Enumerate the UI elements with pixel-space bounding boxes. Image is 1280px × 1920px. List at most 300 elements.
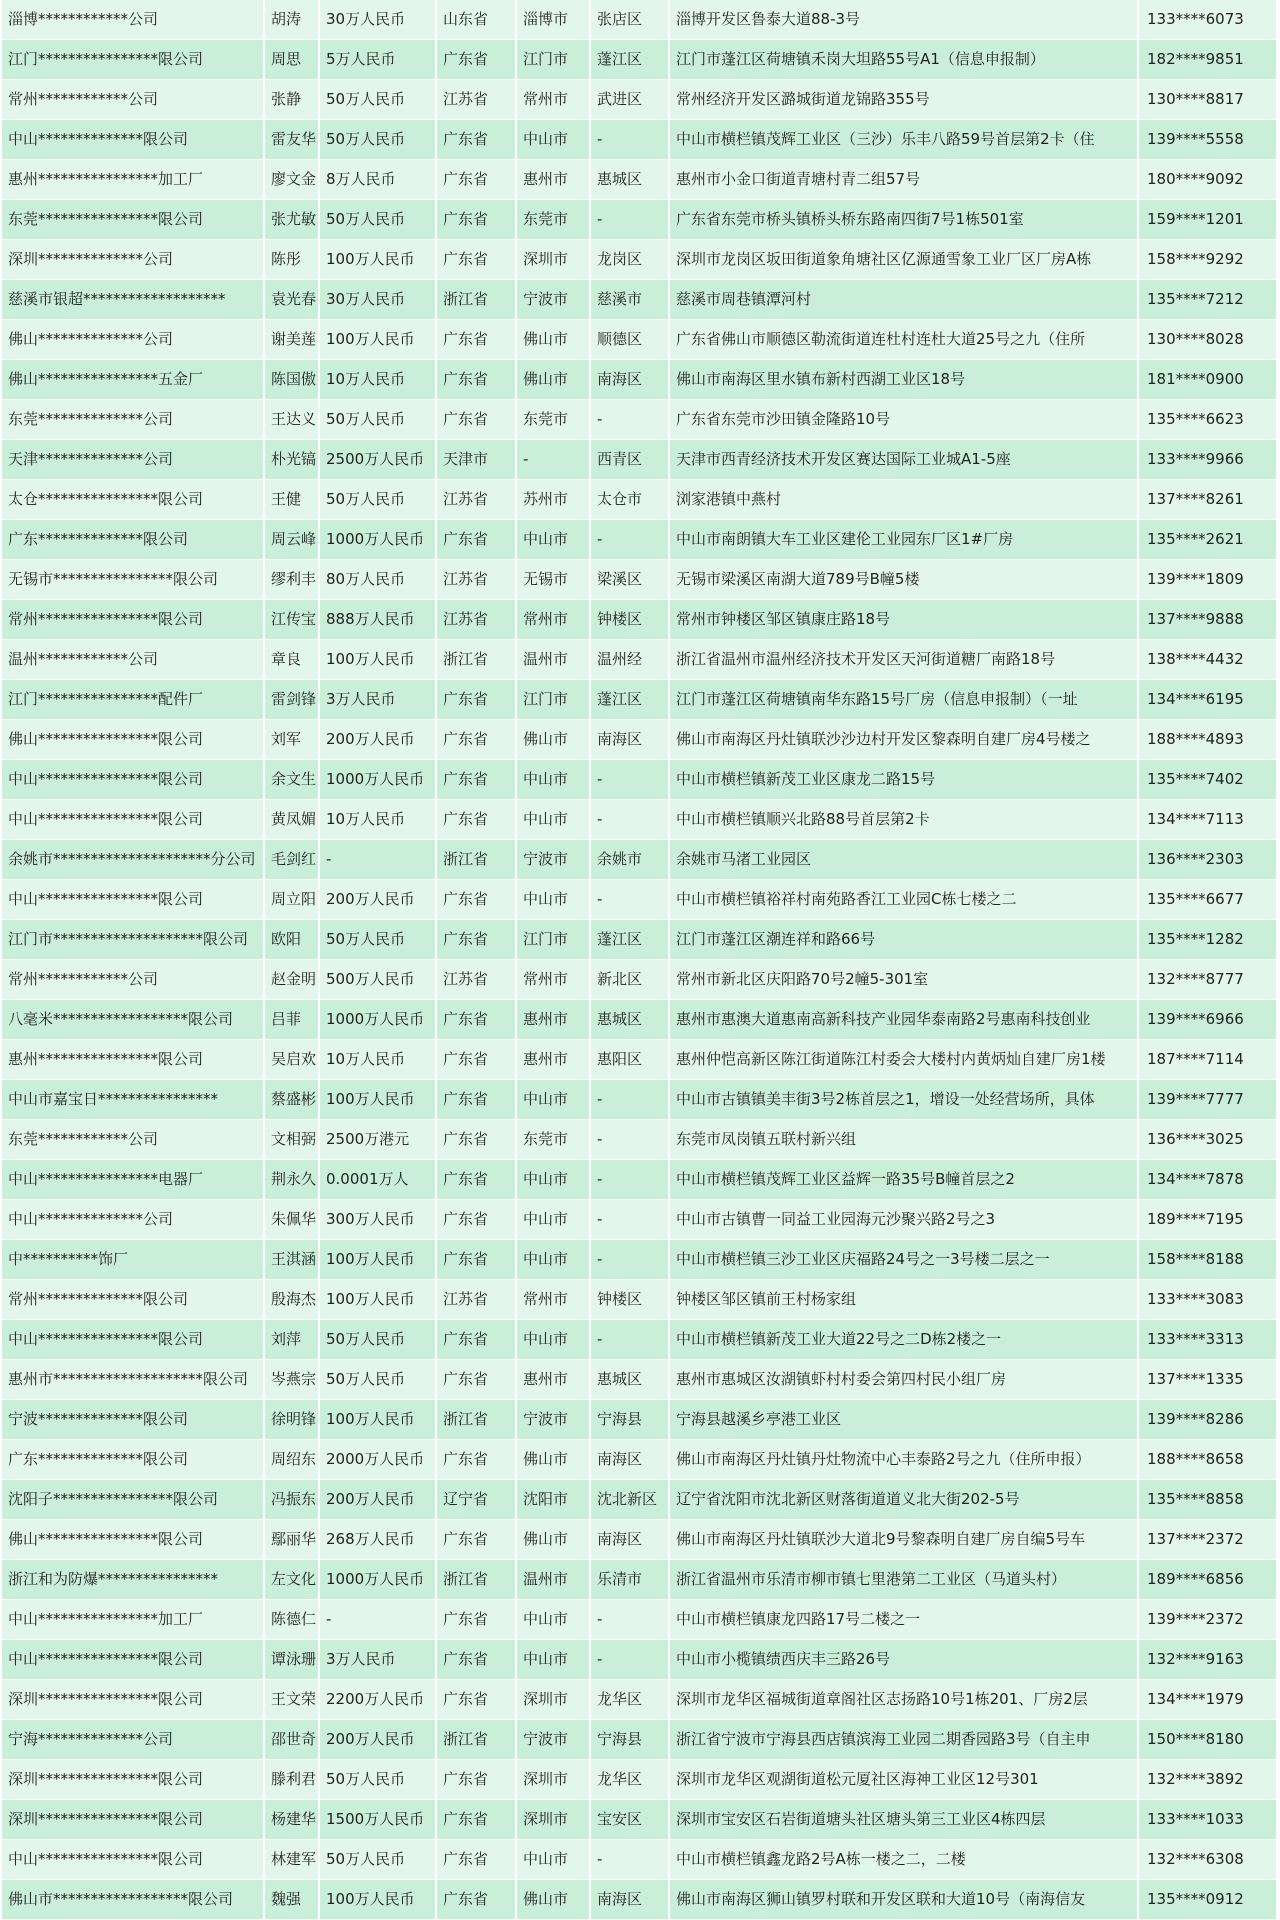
table-row (2, 80, 1278, 120)
company-name-cell: 江门****************配件厂 (2, 680, 265, 720)
registered-capital-cell: 50万人民币 (320, 1760, 437, 1800)
table-row (2, 200, 1278, 240)
table-row (2, 520, 1278, 560)
table-row (2, 1800, 1278, 1840)
city-cell: 江门市 (517, 920, 591, 960)
company-name-cell: 江门市********************限公司 (2, 920, 265, 960)
legal-person-cell: 黄凤媚 (265, 800, 320, 840)
table-row (2, 1760, 1278, 1800)
address-cell: 中山市横栏镇茂辉工业区益辉一路35号B幢首层之2 (670, 1160, 1139, 1200)
legal-person-cell: 胡涛 (265, 0, 320, 40)
table-row (2, 1240, 1278, 1280)
city-cell: 中山市 (517, 880, 591, 920)
company-name-cell: 佛山**************公司 (2, 320, 265, 360)
legal-person-cell: 张静 (265, 80, 320, 120)
district-cell: 宝安区 (591, 1800, 670, 1840)
company-name-cell: 中山****************加工厂 (2, 1600, 265, 1640)
legal-person-cell: 欧阳 (265, 920, 320, 960)
phone-cell: 135****6623 (1139, 400, 1278, 440)
phone-cell: 137****9888 (1139, 600, 1278, 640)
company-name-cell: 宁海**************公司 (2, 1720, 265, 1760)
address-cell: 中山市横栏镇康龙四路17号二楼之一 (670, 1600, 1139, 1640)
district-cell: - (591, 1240, 670, 1280)
address-cell: 钟楼区邹区镇前王村杨家组 (670, 1280, 1139, 1320)
province-cell: 江苏省 (437, 80, 517, 120)
phone-cell: 187****7114 (1139, 1040, 1278, 1080)
district-cell: 沈北新区 (591, 1480, 670, 1520)
phone-cell: 139****1809 (1139, 560, 1278, 600)
address-cell: 深圳市龙岗区坂田街道象角塘社区亿源通雪象工业厂区厂房A栋 (670, 240, 1139, 280)
table-row (2, 400, 1278, 440)
phone-cell: 130****8028 (1139, 320, 1278, 360)
table-row (2, 920, 1278, 960)
address-cell: 深圳市龙华区福城街道章阁社区志扬路10号1栋201、厂房2层 (670, 1680, 1139, 1720)
company-name-cell: 惠州市********************限公司 (2, 1360, 265, 1400)
district-cell: 惠城区 (591, 1360, 670, 1400)
registered-capital-cell: 1000万人民币 (320, 520, 437, 560)
table-row (2, 1720, 1278, 1760)
province-cell: 广东省 (437, 1200, 517, 1240)
registered-capital-cell: 50万人民币 (320, 1360, 437, 1400)
company-name-cell: 深圳****************限公司 (2, 1800, 265, 1840)
company-name-cell: 沈阳子****************限公司 (2, 1480, 265, 1520)
city-cell: 深圳市 (517, 1800, 591, 1840)
company-name-cell: 中山****************电器厂 (2, 1160, 265, 1200)
province-cell: 江苏省 (437, 960, 517, 1000)
address-cell: 中山市古镇镇美丰街3号2栋首层之1，增设一处经营场所，具体 (670, 1080, 1139, 1120)
city-cell: 苏州市 (517, 480, 591, 520)
city-cell: 温州市 (517, 640, 591, 680)
city-cell: 无锡市 (517, 560, 591, 600)
address-cell: 天津市西青经济技术开发区赛达国际工业城A1-5座 (670, 440, 1139, 480)
city-cell: 佛山市 (517, 720, 591, 760)
city-cell: 深圳市 (517, 1680, 591, 1720)
table-row (2, 1000, 1278, 1040)
district-cell: 惠城区 (591, 160, 670, 200)
phone-cell: 132****3892 (1139, 1760, 1278, 1800)
phone-cell: 181****0900 (1139, 360, 1278, 400)
table-row (2, 960, 1278, 1000)
company-name-cell: 东莞****************限公司 (2, 200, 265, 240)
legal-person-cell: 荆永久 (265, 1160, 320, 1200)
legal-person-cell: 陈德仁 (265, 1600, 320, 1640)
district-cell: 龙华区 (591, 1680, 670, 1720)
phone-cell: 130****8817 (1139, 80, 1278, 120)
registered-capital-cell: 50万人民币 (320, 920, 437, 960)
city-cell: 沈阳市 (517, 1480, 591, 1520)
district-cell: 慈溪市 (591, 280, 670, 320)
table-row (2, 120, 1278, 160)
district-cell: 南海区 (591, 720, 670, 760)
address-cell: 浙江省温州市温州经济技术开发区天河街道糖厂南路18号 (670, 640, 1139, 680)
province-cell: 天津市 (437, 440, 517, 480)
district-cell: 梁溪区 (591, 560, 670, 600)
registered-capital-cell: 3万人民币 (320, 1640, 437, 1680)
phone-cell: 134****1979 (1139, 1680, 1278, 1720)
registered-capital-cell: 268万人民币 (320, 1520, 437, 1560)
registered-capital-cell: 200万人民币 (320, 720, 437, 760)
legal-person-cell: 刘萍 (265, 1320, 320, 1360)
district-cell: 宁海县 (591, 1400, 670, 1440)
legal-person-cell: 谢美莲 (265, 320, 320, 360)
province-cell: 浙江省 (437, 640, 517, 680)
company-name-cell: 常州**************限公司 (2, 1280, 265, 1320)
province-cell: 广东省 (437, 1040, 517, 1080)
company-name-cell: 东莞**************公司 (2, 400, 265, 440)
company-name-cell: 常州****************限公司 (2, 600, 265, 640)
registered-capital-cell: 50万人民币 (320, 120, 437, 160)
district-cell: 余姚市 (591, 840, 670, 880)
province-cell: 广东省 (437, 360, 517, 400)
phone-cell: 135****2621 (1139, 520, 1278, 560)
company-name-cell: 东莞************公司 (2, 1120, 265, 1160)
city-cell: 江门市 (517, 680, 591, 720)
address-cell: 惠州仲恺高新区陈江街道陈江村委会大楼村内黄炳灿自建厂房1楼 (670, 1040, 1139, 1080)
city-cell: 佛山市 (517, 1880, 591, 1920)
city-cell: 深圳市 (517, 1760, 591, 1800)
table-row (2, 1360, 1278, 1400)
legal-person-cell: 滕利君 (265, 1760, 320, 1800)
province-cell: 广东省 (437, 1800, 517, 1840)
address-cell: 惠州市惠澳大道惠南高新科技产业园华泰南路2号惠南科技创业 (670, 1000, 1139, 1040)
phone-cell: 136****2303 (1139, 840, 1278, 880)
province-cell: 广东省 (437, 880, 517, 920)
company-name-cell: 浙江和为防爆**************** (2, 1560, 265, 1600)
province-cell: 浙江省 (437, 1400, 517, 1440)
legal-person-cell: 章良 (265, 640, 320, 680)
company-name-cell: 深圳**************公司 (2, 240, 265, 280)
company-name-cell: 太仓****************限公司 (2, 480, 265, 520)
table-row (2, 40, 1278, 80)
table-row (2, 1480, 1278, 1520)
address-cell: 佛山市南海区丹灶镇联沙大道北9号黎森明自建厂房自编5号车 (670, 1520, 1139, 1560)
address-cell: 深圳市龙华区观湖街道松元厦社区海神工业区12号301 (670, 1760, 1139, 1800)
phone-cell: 139****5558 (1139, 120, 1278, 160)
district-cell: - (591, 400, 670, 440)
company-name-cell: 常州************公司 (2, 960, 265, 1000)
address-cell: 中山市南朗镇大车工业区建伦工业园东厂区1#厂房 (670, 520, 1139, 560)
company-name-cell: 江门****************限公司 (2, 40, 265, 80)
address-cell: 东莞市凤岗镇五联村新兴组 (670, 1120, 1139, 1160)
district-cell: - (591, 1160, 670, 1200)
city-cell: 佛山市 (517, 360, 591, 400)
legal-person-cell: 吴启欢 (265, 1040, 320, 1080)
phone-cell: 133****1033 (1139, 1800, 1278, 1840)
legal-person-cell: 赵金明 (265, 960, 320, 1000)
district-cell: - (591, 520, 670, 560)
company-name-cell: 天津**************公司 (2, 440, 265, 480)
address-cell: 中山市横栏镇茂辉工业区（三沙）乐丰八路59号首层第2卡（住 (670, 120, 1139, 160)
phone-cell: 132****8777 (1139, 960, 1278, 1000)
registered-capital-cell: 50万人民币 (320, 200, 437, 240)
address-cell: 惠州市惠城区汝湖镇虾村村委会第四村民小组厂房 (670, 1360, 1139, 1400)
registered-capital-cell: 8万人民币 (320, 160, 437, 200)
legal-person-cell: 蔡盛彬 (265, 1080, 320, 1120)
phone-cell: 158****9292 (1139, 240, 1278, 280)
company-name-cell: 八毫米******************限公司 (2, 1000, 265, 1040)
address-cell: 中山市横栏镇新茂工业大道22号之二D栋2楼之一 (670, 1320, 1139, 1360)
address-cell: 常州市钟楼区邹区镇康庄路18号 (670, 600, 1139, 640)
phone-cell: 189****7195 (1139, 1200, 1278, 1240)
province-cell: 广东省 (437, 1080, 517, 1120)
phone-cell: 135****7402 (1139, 760, 1278, 800)
province-cell: 广东省 (437, 1880, 517, 1920)
registered-capital-cell: 100万人民币 (320, 1400, 437, 1440)
district-cell: - (591, 760, 670, 800)
province-cell: 广东省 (437, 1440, 517, 1480)
province-cell: 广东省 (437, 1000, 517, 1040)
company-name-cell: 温州************公司 (2, 640, 265, 680)
address-cell: 余姚市马渚工业园区 (670, 840, 1139, 880)
legal-person-cell: 周立阳 (265, 880, 320, 920)
province-cell: 广东省 (437, 240, 517, 280)
city-cell: 常州市 (517, 600, 591, 640)
table-row (2, 880, 1278, 920)
phone-cell: 133****9966 (1139, 440, 1278, 480)
province-cell: 浙江省 (437, 840, 517, 880)
company-name-cell: 中**********饰厂 (2, 1240, 265, 1280)
province-cell: 山东省 (437, 0, 517, 40)
legal-person-cell: 文相弼 (265, 1120, 320, 1160)
table-row (2, 1640, 1278, 1680)
company-name-cell: 中山****************限公司 (2, 1840, 265, 1880)
district-cell: - (591, 120, 670, 160)
province-cell: 江苏省 (437, 600, 517, 640)
address-cell: 深圳市宝安区石岩街道塘头社区塘头第三工业区4栋四层 (670, 1800, 1139, 1840)
district-cell: 新北区 (591, 960, 670, 1000)
district-cell: - (591, 1200, 670, 1240)
registered-capital-cell: 300万人民币 (320, 1200, 437, 1240)
province-cell: 广东省 (437, 1120, 517, 1160)
company-name-cell: 中山****************限公司 (2, 1320, 265, 1360)
district-cell: 西青区 (591, 440, 670, 480)
city-cell: 佛山市 (517, 1440, 591, 1480)
address-cell: 无锡市梁溪区南湖大道789号B幢5楼 (670, 560, 1139, 600)
table-row (2, 1080, 1278, 1120)
city-cell: 宁波市 (517, 280, 591, 320)
company-name-cell: 中山****************限公司 (2, 1640, 265, 1680)
phone-cell: 133****3083 (1139, 1280, 1278, 1320)
address-cell: 佛山市南海区里水镇布新村西湖工业区18号 (670, 360, 1139, 400)
city-cell: 中山市 (517, 1320, 591, 1360)
address-cell: 中山市横栏镇裕祥村南苑路香江工业园C栋七楼之二 (670, 880, 1139, 920)
city-cell: 中山市 (517, 1080, 591, 1120)
address-cell: 中山市横栏镇新茂工业区康龙二路15号 (670, 760, 1139, 800)
company-name-cell: 广东**************限公司 (2, 520, 265, 560)
city-cell: 中山市 (517, 1200, 591, 1240)
registered-capital-cell: 888万人民币 (320, 600, 437, 640)
phone-cell: 188****8658 (1139, 1440, 1278, 1480)
district-cell: 乐清市 (591, 1560, 670, 1600)
table-row (2, 0, 1278, 40)
city-cell: - (517, 440, 591, 480)
address-cell: 慈溪市周巷镇潭河村 (670, 280, 1139, 320)
phone-cell: 139****6966 (1139, 1000, 1278, 1040)
district-cell: 钟楼区 (591, 600, 670, 640)
district-cell: 张店区 (591, 0, 670, 40)
address-cell: 浙江省温州市乐清市柳市镇七里港第二工业区（马道头村） (670, 1560, 1139, 1600)
province-cell: 广东省 (437, 800, 517, 840)
table-row (2, 160, 1278, 200)
province-cell: 广东省 (437, 720, 517, 760)
province-cell: 广东省 (437, 200, 517, 240)
legal-person-cell: 杨建华 (265, 1800, 320, 1840)
phone-cell: 136****3025 (1139, 1120, 1278, 1160)
city-cell: 中山市 (517, 1240, 591, 1280)
phone-cell: 134****7113 (1139, 800, 1278, 840)
legal-person-cell: 魏强 (265, 1880, 320, 1920)
district-cell: 武进区 (591, 80, 670, 120)
province-cell: 广东省 (437, 520, 517, 560)
phone-cell: 158****8188 (1139, 1240, 1278, 1280)
district-cell: 龙岗区 (591, 240, 670, 280)
city-cell: 中山市 (517, 520, 591, 560)
address-cell: 佛山市南海区丹灶镇丹灶物流中心丰泰路2号之九（住所申报） (670, 1440, 1139, 1480)
registered-capital-cell: 50万人民币 (320, 480, 437, 520)
province-cell: 江苏省 (437, 1280, 517, 1320)
registered-capital-cell: 30万人民币 (320, 0, 437, 40)
province-cell: 广东省 (437, 1840, 517, 1880)
legal-person-cell: 林建军 (265, 1840, 320, 1880)
registered-capital-cell: 10万人民币 (320, 360, 437, 400)
table-row (2, 640, 1278, 680)
registered-capital-cell: 100万人民币 (320, 1880, 437, 1920)
phone-cell: 135****8858 (1139, 1480, 1278, 1520)
legal-person-cell: 谭泳珊 (265, 1640, 320, 1680)
city-cell: 惠州市 (517, 1000, 591, 1040)
province-cell: 广东省 (437, 400, 517, 440)
company-name-cell: 中山****************限公司 (2, 800, 265, 840)
legal-person-cell: 雷剑锋 (265, 680, 320, 720)
registered-capital-cell: 100万人民币 (320, 1080, 437, 1120)
district-cell: - (591, 1840, 670, 1880)
registered-capital-cell: 200万人民币 (320, 1480, 437, 1520)
legal-person-cell: 雷友华 (265, 120, 320, 160)
address-cell: 辽宁省沈阳市沈北新区财落街道道义北大街202-5号 (670, 1480, 1139, 1520)
phone-cell: 139****8286 (1139, 1400, 1278, 1440)
city-cell: 常州市 (517, 80, 591, 120)
company-name-cell: 淄博************公司 (2, 0, 265, 40)
registered-capital-cell: - (320, 840, 437, 880)
phone-cell: 180****9092 (1139, 160, 1278, 200)
city-cell: 中山市 (517, 1840, 591, 1880)
address-cell: 常州经济开发区潞城街道龙锦路355号 (670, 80, 1139, 120)
address-cell: 宁海县越溪乡亭港工业区 (670, 1400, 1139, 1440)
city-cell: 常州市 (517, 1280, 591, 1320)
table-row (2, 240, 1278, 280)
city-cell: 中山市 (517, 760, 591, 800)
phone-cell: 135****6677 (1139, 880, 1278, 920)
address-cell: 广东省东莞市沙田镇金隆路10号 (670, 400, 1139, 440)
company-name-cell: 余姚市*********************分公司 (2, 840, 265, 880)
registered-capital-cell: 100万人民币 (320, 320, 437, 360)
company-name-cell: 深圳****************限公司 (2, 1680, 265, 1720)
table-row (2, 560, 1278, 600)
phone-cell: 135****7212 (1139, 280, 1278, 320)
registered-capital-cell: 100万人民币 (320, 640, 437, 680)
table-row (2, 360, 1278, 400)
table-row (2, 1200, 1278, 1240)
legal-person-cell: 朱佩华 (265, 1200, 320, 1240)
address-cell: 中山市古镇曹一同益工业园海元沙聚兴路2号之3 (670, 1200, 1139, 1240)
registered-capital-cell: 80万人民币 (320, 560, 437, 600)
district-cell: 钟楼区 (591, 1280, 670, 1320)
company-name-cell: 宁波**************限公司 (2, 1400, 265, 1440)
province-cell: 广东省 (437, 1600, 517, 1640)
province-cell: 广东省 (437, 120, 517, 160)
district-cell: - (591, 1120, 670, 1160)
province-cell: 江苏省 (437, 480, 517, 520)
company-name-cell: 惠州****************加工厂 (2, 160, 265, 200)
registered-capital-cell: - (320, 1600, 437, 1640)
registered-capital-cell: 2500万人民币 (320, 440, 437, 480)
province-cell: 广东省 (437, 1360, 517, 1400)
table-row (2, 320, 1278, 360)
table-row (2, 600, 1278, 640)
phone-cell: 137****2372 (1139, 1520, 1278, 1560)
city-cell: 中山市 (517, 120, 591, 160)
registered-capital-cell: 500万人民币 (320, 960, 437, 1000)
province-cell: 辽宁省 (437, 1480, 517, 1520)
phone-cell: 132****6308 (1139, 1840, 1278, 1880)
legal-person-cell: 陈彤 (265, 240, 320, 280)
district-cell: 太仓市 (591, 480, 670, 520)
company-table (2, 0, 1278, 1920)
legal-person-cell: 江传宝 (265, 600, 320, 640)
table-row (2, 1520, 1278, 1560)
registered-capital-cell: 2500万港元 (320, 1120, 437, 1160)
table-row (2, 760, 1278, 800)
phone-cell: 134****6195 (1139, 680, 1278, 720)
province-cell: 广东省 (437, 320, 517, 360)
province-cell: 广东省 (437, 680, 517, 720)
company-name-cell: 中山**************公司 (2, 1200, 265, 1240)
table-row (2, 480, 1278, 520)
district-cell: 惠阳区 (591, 1040, 670, 1080)
address-cell: 佛山市南海区丹灶镇联沙沙边村开发区黎森明自建厂房4号楼之 (670, 720, 1139, 760)
city-cell: 东莞市 (517, 1120, 591, 1160)
table-row (2, 720, 1278, 760)
city-cell: 江门市 (517, 40, 591, 80)
legal-person-cell: 鄢丽华 (265, 1520, 320, 1560)
registered-capital-cell: 2200万人民币 (320, 1680, 437, 1720)
city-cell: 温州市 (517, 1560, 591, 1600)
legal-person-cell: 廖文金 (265, 160, 320, 200)
table-row (2, 840, 1278, 880)
province-cell: 广东省 (437, 1320, 517, 1360)
registered-capital-cell: 50万人民币 (320, 400, 437, 440)
registered-capital-cell: 200万人民币 (320, 1720, 437, 1760)
city-cell: 宁波市 (517, 840, 591, 880)
province-cell: 广东省 (437, 1760, 517, 1800)
legal-person-cell: 王达义 (265, 400, 320, 440)
phone-cell: 135****1282 (1139, 920, 1278, 960)
table-row (2, 1440, 1278, 1480)
table-row (2, 800, 1278, 840)
province-cell: 广东省 (437, 160, 517, 200)
registered-capital-cell: 3万人民币 (320, 680, 437, 720)
district-cell: - (591, 800, 670, 840)
legal-person-cell: 王淇涵 (265, 1240, 320, 1280)
legal-person-cell: 徐明锋 (265, 1400, 320, 1440)
city-cell: 中山市 (517, 1640, 591, 1680)
province-cell: 广东省 (437, 920, 517, 960)
district-cell: - (591, 1080, 670, 1120)
registered-capital-cell: 100万人民币 (320, 1280, 437, 1320)
district-cell: - (591, 880, 670, 920)
registered-capital-cell: 1000万人民币 (320, 1560, 437, 1600)
company-name-cell: 佛山市******************限公司 (2, 1880, 265, 1920)
